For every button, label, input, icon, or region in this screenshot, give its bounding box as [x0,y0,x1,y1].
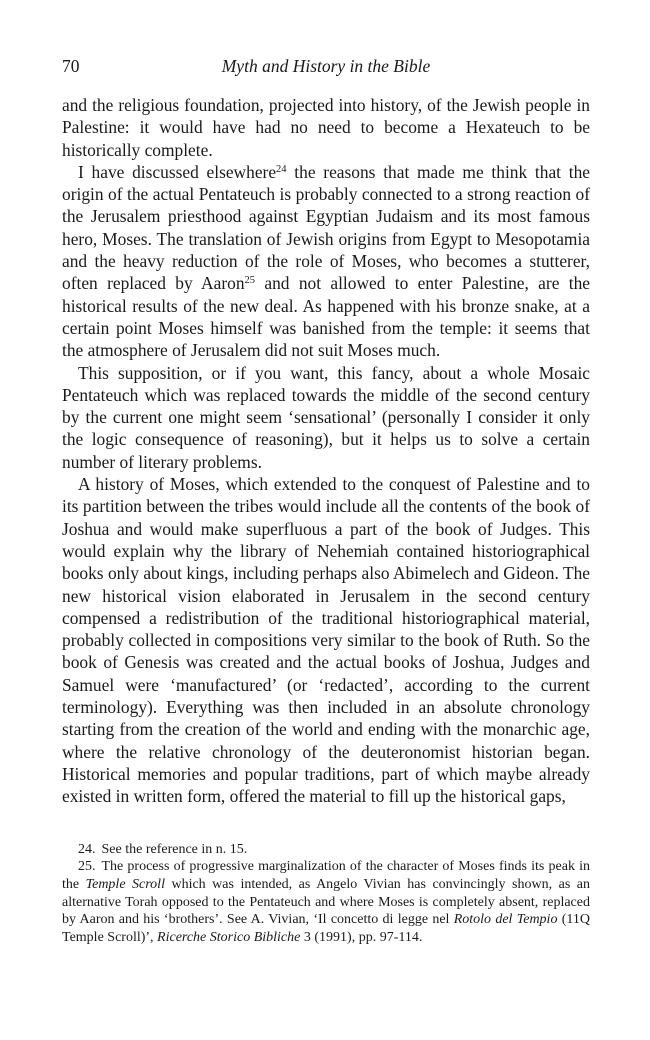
footnote-ref-24: 24 [276,163,287,175]
paragraph-2-part-b: the reasons that made me think that the origin of the actual Pentateuch is probably connected to a strong reaction of the Jerusalem priesthood against Egyptian Judaism and its most famous hero, Moses. The translation of Jewish origins from Egypt to Mesopotamia and the heavy reduction of the role of Moses, who becomes a stutterer, often replaced by Aaron [62,161,590,294]
paragraph-4: A history of Moses, which extended to the conquest of Palestine and to its partition between the tribes would include all the contents of the book of Joshua and would make superfluous a part of the book of Judges. This would explain why the library of Nehemiah contained historiographical books only about kings, including perhaps also Abimelech and Gideon. The new historical vision elaborated in Jerusalem in the second century compensed a redistribution of the traditional historiographical material, probably collected in compositions very similar to the book of Ruth. So the book of Genesis was created and the actual books of Joshua, Judges and Samuel were ‘manufactured’ (or ‘redacted’, according to the current terminology). Everything was then included in an absolute chronology starting from the creation of the world and ending with the monarchic age, where the relative chronology of the deuteronomist historian began. Historical memories and popular traditions, part of which maybe already existed in written form, offered the material to fill up the historical gaps, [62,474,590,807]
footnote-25-part-c: (11Q Temple Scroll)’, [62,912,590,946]
running-title: Myth and History in the Bible [221,56,431,76]
footnote-25-title-rotolo: Rotolo del Tempio [453,912,558,928]
footnote-ref-25: 25 [244,275,256,287]
footnote-25-part-b: which was intended, as Angelo Vivian has convincingly shown, as an alternative Torah opposed to the Pentateuch and where Moses is completely absent, replaced by Aaron and his ‘brothers’. See A. Vivian, ‘Il concetto di legge nel [62,876,590,928]
footnote-25-part-a: The process of progressive marginalization of the character of Moses finds its peak in the [62,859,590,892]
paragraph-1: and the religious foundation, projected into history, of the Jewish people in Palestine: it would have had no need to become a Hexateuch to be historically complete. [62,95,590,160]
paragraph-2 [62,161,590,362]
running-head [62,52,590,80]
footnote-25-number: 25. [78,859,96,875]
footnote-25 [62,858,590,947]
paragraph-3: This supposition, or if you want, this fancy, about a whole Mosaic Pentateuch which was replaced towards the middle of the second century by the current one might seem ‘sensational’ (personally I consider it only the logic consequence of reasoning), but it helps us to solve a certain number of literary problems. [62,362,590,472]
footnotes [62,841,590,947]
footnote-25-title-temple-scroll: Temple Scroll [85,876,165,892]
paragraph-2-part-c: and not allowed to enter Palestine, are the historical results of the new deal. As happened with his bronze snake, at a certain point Moses himself was banished from the temple: it seems that the atmosphere of Jerusalem did not suit Moses much. [62,273,590,361]
footnote-25-title-ricerche: Ricerche Storico Bibliche [157,930,301,946]
body-text [62,94,590,808]
footnote-25-part-d: 3 (1991), pp. 97-114. [300,930,423,946]
footnote-24-number: 24. [78,841,96,857]
footnote-24 [62,841,590,859]
paragraph-2-part-a: I have discussed elsewhere [78,161,277,182]
footnote-24-text: See the reference in n. 15. [101,841,248,857]
book-page [62,52,590,947]
page-number: 70 [62,56,80,76]
